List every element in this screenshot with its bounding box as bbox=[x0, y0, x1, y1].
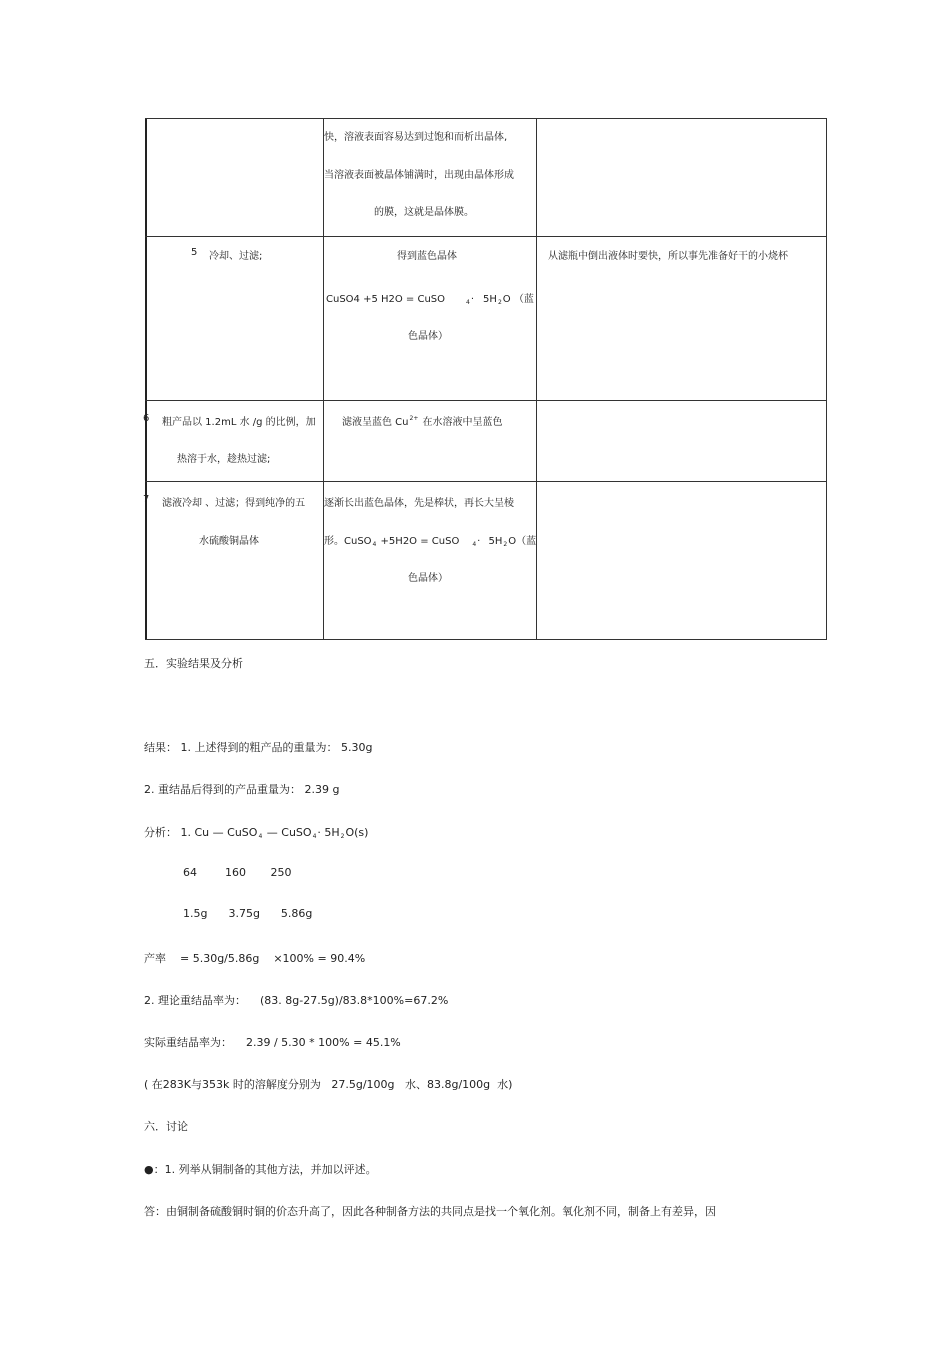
table-row-divider bbox=[145, 236, 827, 237]
row1-phenomenon-line: 当溶液表面被晶体铺满时，出现由晶体形成 bbox=[324, 170, 514, 181]
equation-dot: · bbox=[477, 536, 481, 547]
section5-title: 五．实验结果及分析 bbox=[144, 657, 243, 670]
question-line bbox=[144, 1161, 377, 1177]
row6-phenomenon bbox=[342, 413, 503, 428]
yield-line: 产率 = 5.30g/5.86g ×100% = 90.4% bbox=[144, 952, 366, 965]
row7-step-line: 滤液冷却 、过滤；得到纯净的五 bbox=[162, 498, 306, 509]
row6-step-number: 6 bbox=[143, 413, 150, 424]
formula-subscript: 2 bbox=[340, 833, 345, 840]
mass-line: 1.5g 3.75g 5.86g bbox=[183, 907, 313, 920]
equation-subscript: 4 bbox=[372, 541, 377, 548]
table-row-divider bbox=[145, 400, 827, 401]
row1-phenomenon-line: 快，溶液表面容易达到过饱和而析出晶体, bbox=[324, 132, 508, 143]
row7-step-line: 水硫酸铜晶体 bbox=[199, 536, 259, 547]
result-line-1: 结果： 1. 上述得到的粗产品的重量为： 5.30g bbox=[144, 741, 373, 754]
row1-phenomenon-line: 的膜，这就是晶体膜。 bbox=[374, 207, 474, 218]
molar-mass-line: 64 160 250 bbox=[183, 866, 292, 879]
analysis-part: 分析： 1. Cu — CuSO bbox=[144, 826, 258, 839]
row5-phenomenon-line: 色晶体） bbox=[408, 331, 448, 342]
row7-step-number: 7 bbox=[143, 494, 150, 505]
row6-step-line: 热溶于水，趁热过滤; bbox=[177, 454, 271, 465]
row5-step-text: 冷却、过滤; bbox=[209, 251, 263, 262]
equation-part: 5H bbox=[483, 294, 497, 305]
theory-rate-line: 2. 理论重结晶率为： (83. 8g-27.5g)/83.8*100%=67.2% bbox=[144, 994, 449, 1007]
row7-phenomenon-line: 色晶体） bbox=[408, 573, 448, 584]
table-left-border bbox=[143, 118, 150, 640]
analysis-part: O(s) bbox=[345, 826, 369, 839]
actual-rate-line: 实际重结晶率为： 2.39 / 5.30 * 100% = 45.1% bbox=[144, 1036, 401, 1049]
bullet-icon: ● bbox=[144, 1163, 154, 1176]
experiment-table bbox=[145, 118, 827, 640]
row5-phenomenon-line: 得到蓝色晶体 bbox=[397, 251, 457, 262]
table-row-divider bbox=[145, 481, 827, 482]
ion-charge-superscript: 2+ bbox=[409, 415, 419, 422]
table-column-divider bbox=[536, 118, 537, 640]
result-line-2: 2. 重结晶后得到的产品重量为： 2.39 g bbox=[144, 783, 340, 796]
section6-title: 六．讨论 bbox=[144, 1120, 188, 1133]
equation-subscript: 4 bbox=[466, 299, 470, 306]
table-column-divider bbox=[323, 118, 324, 640]
equation-part: 形。CuSO bbox=[324, 536, 372, 547]
equation-dot: · bbox=[470, 294, 475, 305]
table-right-border bbox=[826, 118, 827, 640]
equation-part: O（蓝 bbox=[508, 536, 537, 547]
formula-subscript: 4 bbox=[312, 833, 317, 840]
equation-part: +5H2O = CuSO bbox=[377, 536, 460, 547]
question-text: ：1. 列举从铜制备的其他方法，并加以评述。 bbox=[153, 1163, 377, 1176]
phenomenon-part: 在水溶液中呈蓝色 bbox=[419, 417, 503, 428]
row7-equation bbox=[324, 532, 536, 548]
equation-subscript: 2 bbox=[503, 541, 508, 548]
row5-step-number: 5 bbox=[191, 247, 198, 258]
row7-phenomenon-line: 逐渐长出蓝色晶体，先是棒状，再长大呈棱 bbox=[324, 498, 514, 509]
table-top-border bbox=[145, 118, 827, 119]
analysis-part: · 5H bbox=[317, 826, 340, 839]
analysis-part: — CuSO bbox=[263, 826, 312, 839]
equation-part: CuSO4 +5 H2O = CuSO bbox=[326, 294, 446, 305]
row6-step-line: 粗产品以 1.2mL 水 /g 的比例，加 bbox=[162, 417, 316, 428]
equation-subscript: 4 bbox=[472, 541, 477, 548]
formula-subscript: 4 bbox=[258, 833, 263, 840]
row5-equation bbox=[326, 290, 534, 306]
row5-note: 从滤瓶中倒出液体时要快，所以事先准备好干的小烧杯 bbox=[548, 251, 788, 262]
phenomenon-part: 滤液呈蓝色 Cu bbox=[342, 417, 409, 428]
equation-part: O （蓝 bbox=[502, 294, 534, 305]
solubility-line: ( 在283K与353k 时的溶解度分别为 27.5g/100g 水、83.8g/100g 水) bbox=[144, 1078, 513, 1091]
table-bottom-border bbox=[145, 639, 827, 640]
answer-line: 答：由铜制备硫酸铜时铜的价态升高了，因此各种制备方法的共同点是找一个氧化剂。氧化剂不同，制备上有差异，因 bbox=[144, 1205, 716, 1218]
analysis-line bbox=[144, 824, 368, 840]
equation-part: 5H bbox=[485, 536, 503, 547]
equation-subscript: 2 bbox=[497, 299, 502, 306]
